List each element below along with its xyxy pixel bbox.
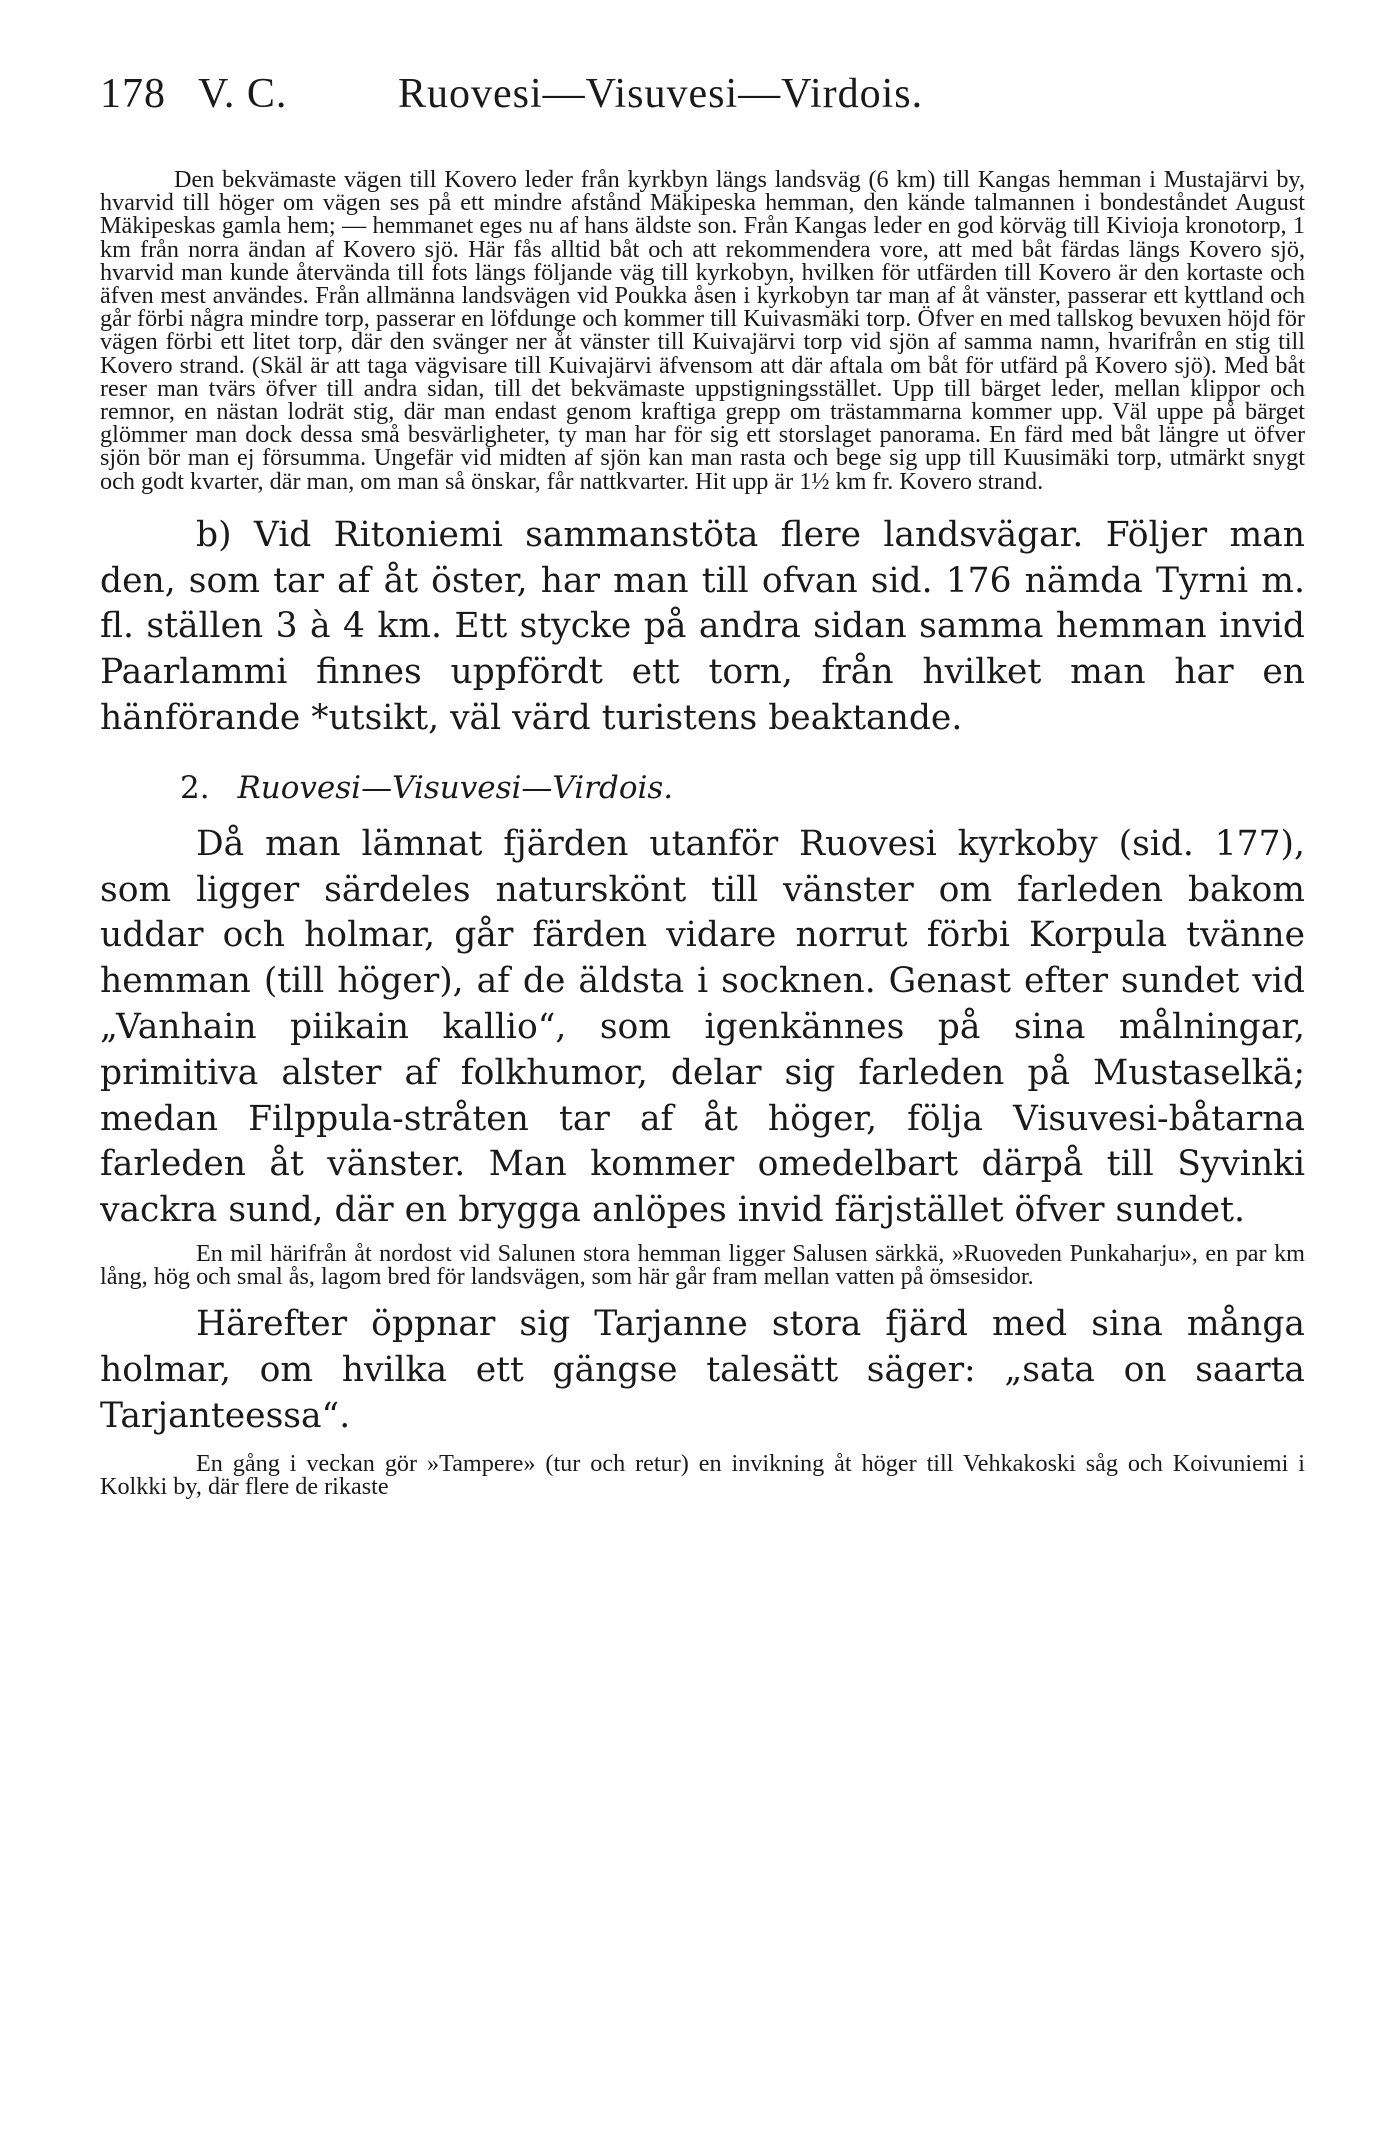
document-page [100, 70, 1305, 1498]
paragraph-tarjanne: Härefter öppnar sig Tarjanne stora fjärd med sina många holmar, om hvilka ett gängse talesätt säger: „sata on saarta Tarjanteessa“. [100, 1304, 1305, 1436]
paragraph-farleden: Då man lämnat fjärden utanför Ruovesi kyrkoby (sid. 177), som ligger särdeles naturskönt till vänster om farleden bakom uddar och holmar, går färden vidare norrut förbi Korpula tvänne hemman (till höger), af de äldsta i socknen. Genast efter sundet vid „Vanhain piikain kallio“, som igenkännes på sina målningar, primitiva alster af folkhumor, delar sig farleden på Mustaselkä; medan Filppula-stråten tar af åt höger, följa Visuvesi-båtarna farleden åt vänster. Man kommer omedelbart därpå till Syvinki vackra sund, där en brygga anlöpes invid färjstället öfver sundet. [100, 823, 1305, 1231]
section-heading-title: Ruovesi—Visuvesi—Virdois. [237, 769, 674, 806]
paragraph-ritoniemi: b) Vid Ritoniemi sammanstöta flere landsvägar. Följer man den, som tar af åt öster, har man till ofvan sid. 176 nämda Tyrni m. fl. ställen 3 à 4 km. Ett stycke på andra sidan samma hemman invid Paarlammi finnes uppfördt ett torn, från hvilket man har en hänförande *utsikt, väl värd turistens beaktande. [100, 514, 1305, 739]
page-number: 178 [100, 71, 166, 117]
section-heading [100, 768, 1305, 808]
paragraph-salusen-sarkka: En mil härifrån åt nordost vid Salunen stora hemman ligger Salusen särkkä, »Ruoveden Punkaharju», en par km lång, hög och smal ås, lagom bred för landsvägen, som här går fram mellan vatten på ömsesidor. [100, 1240, 1305, 1291]
paragraph-tampere-steamer: En gång i veckan gör »Tampere» (tur och retur) en invikning åt höger till Vehkakoski såg och Koivuniemi i Kolkki by, där flere de rikaste [100, 1449, 1305, 1500]
section-heading-number: 2. [180, 769, 210, 806]
paragraph-kovero-route: Den bekvämaste vägen till Kovero leder från kyrkbyn längs landsväg (6 km) till Kangas hemman i Mustajärvi by, hvarvid till höger om vägen ses på ett mindre afstånd Mäkipeska hemman, den kände talmannen i bondeståndet August Mäkipeskas gamla hem; — hemmanet eges nu af hans äldste son. Från Kangas leder en god körväg till Kivioja kronotorp, 1 km från norra ändan af Kovero sjö. Här fås alltid båt och att rekommendera vore, att med båt färdas längs Kovero sjö, hvarvid man kunde återvända till fots längs följande väg till kyrkobyn, hvilken för utfärden till Kovero är den kortaste och äfven mest användes. Från allmänna landsvägen vid Poukka åsen i kyrkobyn tar man af åt vänster, passerar ett kyttland och går förbi några mindre torp, passerar en löfdunge och kommer till Kuivasmäki torp. Öfver en med tallskog bevuxen höjd för vägen förbi ett litet torp, där den svänger ner åt vänster till Kuivajärvi torp vid sjön af samma namn, hvarifrån en stig till Kovero strand. (Skäl är att taga vägvisare till Kuivajärvi äfvensom att där aftala om båt för utfärd på Kovero sjö). Med båt reser man tvärs öfver till andra sidan, till det bekvämaste uppstigningsstället. Upp till bärget leder, mellan klippor och remnor, en nästan lodrät stig, där man endast genom kraftiga grepp om trästammarna kommer upp. Väl uppe på bärget glömmer man dock dessa små besvärligheter, ty man har för sig ett storslaget panorama. En färd med båt längre ut öfver sjön bör man ej försumma. Ungefär vid midten af sjön kan man rasta och bege sig upp till Kuusimäki torp, utmärkt snygt och godt kvarter, där man, om man så önskar, får nattkvarter. Hit upp är 1½ km fr. Kovero strand. [100, 166, 1305, 495]
section-marker: V. C. [198, 71, 288, 117]
page-header [100, 70, 1305, 142]
running-title: Ruovesi—Visuvesi—Virdois. [398, 71, 924, 117]
